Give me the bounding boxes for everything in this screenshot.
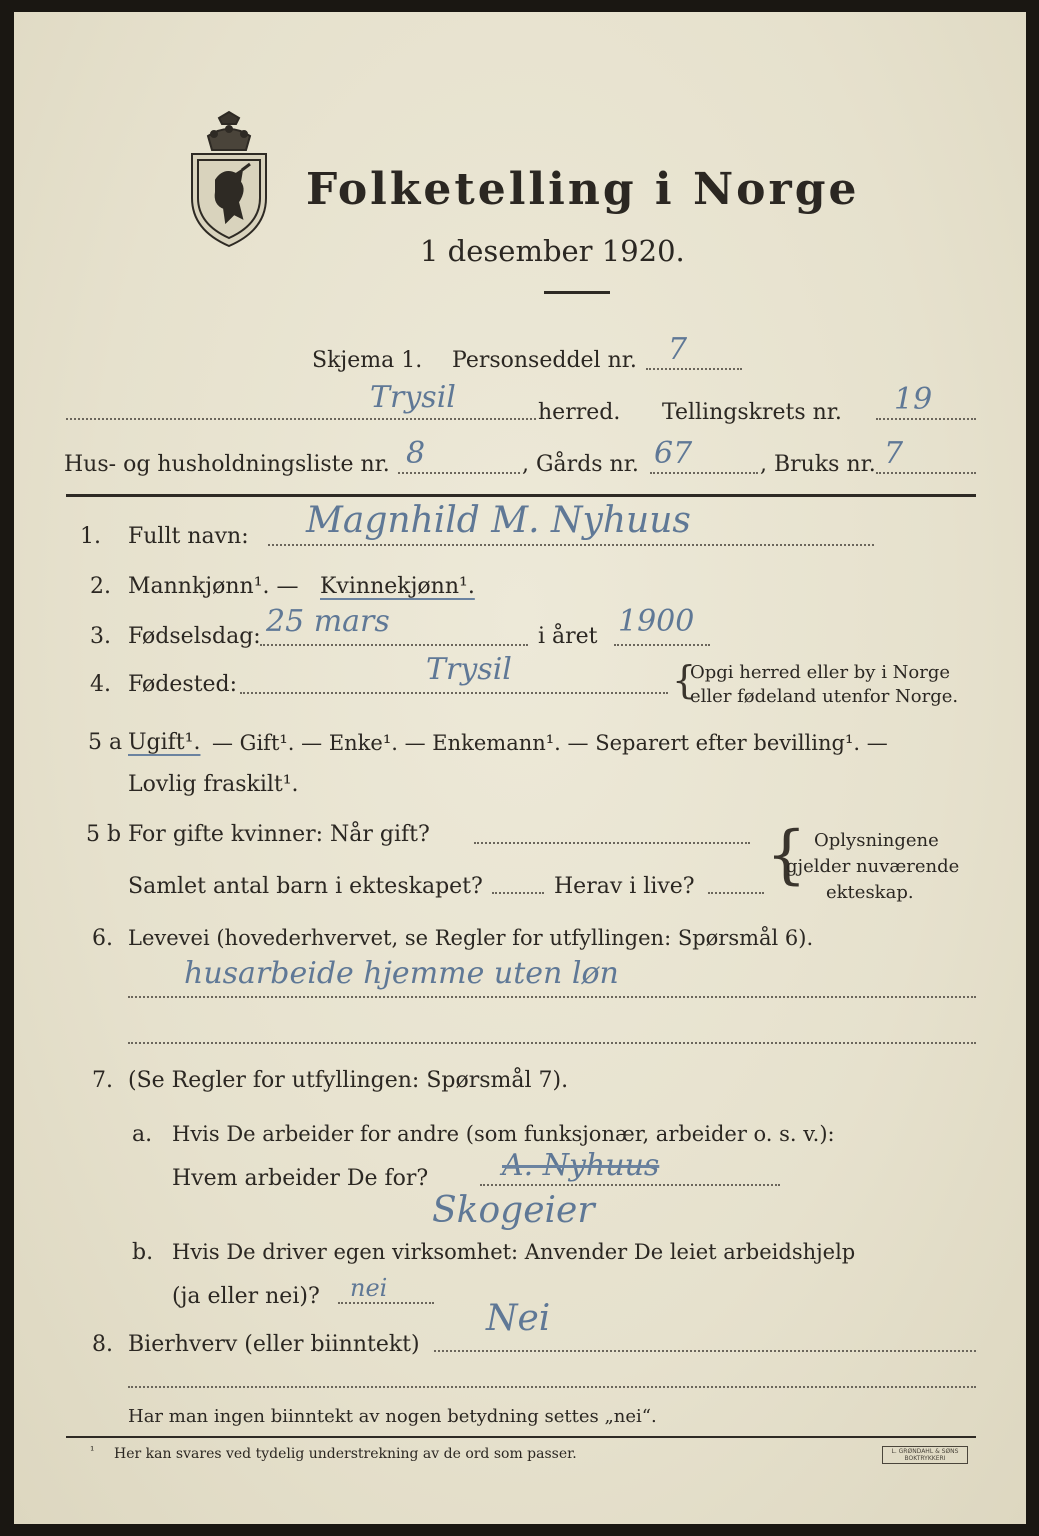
q6-line-1 [128,996,976,998]
q7a-letter: a. [132,1122,153,1147]
q7a-question: Hvem arbeider De for? [172,1166,429,1191]
q8-line-2 [128,1386,976,1388]
title-divider [544,291,610,294]
q4-line [240,692,668,694]
q4-note-1: Opgi herred eller by i Norge [690,662,951,683]
q5b-note-2: gjelder nuværende [786,856,960,877]
q1-line [268,544,874,546]
footer-rule [66,1436,976,1438]
q2-female: Kvinnekjønn¹. [320,574,475,599]
q5b-line-1 [474,842,750,844]
q5a-line2: Lovlig fraskilt¹. [128,772,299,797]
q5b-note-3: ekteskap. [826,882,914,903]
bruks-value: 7 [884,436,904,471]
q7b-value: nei [350,1274,388,1302]
personseddel-label: Personseddel nr. [452,348,637,373]
q4-label: Fødested: [128,672,238,697]
q5a-ugift: Ugift¹. [128,730,201,755]
hus-value: 8 [406,436,426,471]
census-form [14,12,1026,1524]
herred-value: Trysil [370,380,456,415]
tellingskrets-line [876,418,976,420]
q8-label: Bierhverv (eller biinntekt) [128,1332,420,1357]
q4-brace: { [672,658,697,702]
q8-value: Nei [486,1298,551,1339]
q7a-value: Skogeier [432,1190,595,1231]
q3-year-line [614,644,710,646]
footnote-mark: ¹ [90,1444,95,1457]
q7a-text: Hvis De arbeider for andre (som funksjonær, arbeider o. s. v.): [172,1122,835,1146]
skjema-label: Skjema 1. [312,348,423,373]
form-title: Folketelling i Norge [306,164,860,215]
gards-line [650,472,758,474]
q7b-text: Hvis De driver egen virksomhet: Anvender De leiet arbeidshjelp [172,1240,856,1264]
q2-male: Mannkjønn¹. — [128,574,299,599]
q5b-number: 5 b [86,822,122,847]
q6-value: husarbeide hjemme uten løn [184,956,619,991]
q5a-options: — Gift¹. — Enke¹. — Enkemann¹. — Separert efter bevilling¹. — [212,731,888,755]
q4-note-2: eller fødeland utenfor Norge. [690,686,959,707]
q3-year-label: i året [538,624,598,649]
q5b-label-1: For gifte kvinner: Når gift? [128,822,430,847]
q3-number: 3. [90,624,111,649]
q6-line-2 [128,1042,976,1044]
q7-number: 7. [92,1068,113,1093]
q1-value: Magnhild M. Nyhuus [306,500,691,541]
herred-label: herred. [538,400,621,425]
q3-year-value: 1900 [618,604,695,639]
q7a-struck-value: A. Nyhuus [502,1148,660,1183]
printer-stamp: L. GRØNDAHL & SØNS BOKTRYKKERI [882,1446,968,1464]
q5a-number: 5 a [88,730,123,755]
tellingskrets-value: 19 [894,382,933,417]
gards-value: 67 [654,436,693,471]
q6-number: 6. [92,926,113,951]
bruks-line [876,472,976,474]
q8-number: 8. [92,1332,113,1357]
q5b-line-2 [492,892,544,894]
bruks-label: , Bruks nr. [760,452,876,477]
q5b-brace: { [766,818,807,892]
q4-number: 4. [90,672,111,697]
tellingskrets-label: Tellingskrets nr. [662,400,842,425]
q3-line [260,644,528,646]
q5b-label-3: Herav i live? [554,874,695,899]
q5b-line-3 [708,892,764,894]
q7a-line [480,1184,780,1186]
q3-label: Fødselsdag: [128,624,261,649]
q7b-question: (ja eller nei)? [172,1284,320,1309]
q4-value: Trysil [426,652,512,687]
q7b-letter: b. [132,1240,154,1265]
coat-of-arms-icon [186,110,272,250]
hus-line [398,472,520,474]
header-rule [66,494,976,497]
herred-line [66,418,536,420]
q5b-note-1: Oplysningene [814,830,939,851]
footer-note: Har man ingen biinntekt av nogen betydning settes „nei“. [128,1406,657,1427]
personseddel-line [646,368,742,370]
q3-value: 25 mars [266,604,390,639]
q8-line [434,1350,976,1352]
gards-label: , Gårds nr. [522,452,639,477]
q5b-label-2: Samlet antal barn i ekteskapet? [128,874,483,899]
q7-label: (Se Regler for utfyllingen: Spørsmål 7). [128,1068,569,1093]
q6-label: Levevei (hovederhvervet, se Regler for utfyllingen: Spørsmål 6). [128,926,814,950]
census-date: 1 desember 1920. [420,234,685,268]
footnote: Her kan svares ved tydelig understrekning av de ord som passer. [114,1446,577,1462]
personseddel-value: 7 [668,332,688,367]
hus-label: Hus- og husholdningsliste nr. [64,452,390,477]
q7b-line [338,1302,434,1304]
q2-number: 2. [90,574,111,599]
q1-number: 1. [80,524,101,549]
q1-label: Fullt navn: [128,524,249,549]
